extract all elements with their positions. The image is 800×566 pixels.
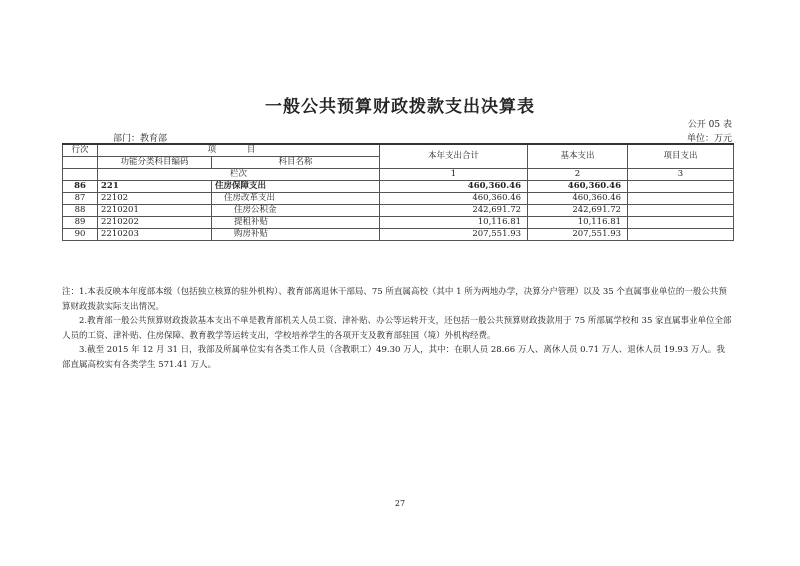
- table-row: [63, 193, 734, 205]
- total-expenditure: 10,116.81: [380, 217, 528, 229]
- basic-expenditure: 242,691.72: [528, 205, 628, 217]
- project-expenditure: [628, 205, 734, 217]
- function-code: 2210203: [98, 229, 212, 241]
- function-code: 221: [98, 181, 212, 193]
- project-expenditure: [628, 181, 734, 193]
- page-number: 27: [394, 499, 406, 508]
- total-expenditure: 460,360.46: [380, 193, 528, 205]
- project-expenditure: [628, 229, 734, 241]
- total-expenditure: 242,691.72: [380, 205, 528, 217]
- header-col-3: 3: [628, 169, 734, 181]
- header-item: 项 目: [98, 144, 380, 157]
- table-row: [63, 229, 734, 241]
- header-row-no: 行次: [63, 144, 98, 157]
- subject-name: 住房改革支出: [212, 193, 380, 205]
- subject-name: 提租补贴: [212, 217, 380, 229]
- notes-section: [62, 285, 733, 372]
- header-column-no: 栏次: [98, 169, 380, 181]
- header-total: 本年支出合计: [380, 144, 528, 169]
- header-col-1: 1: [380, 169, 528, 181]
- header-blank: [63, 169, 98, 181]
- total-expenditure: 207,551.93: [380, 229, 528, 241]
- row-number: 89: [63, 217, 98, 229]
- subject-name: 住房公积金: [212, 205, 380, 217]
- project-expenditure: [628, 193, 734, 205]
- note-2: 2.教育部一般公共预算财政拨款基本支出不单是教育部机关人员工资、津补贴、办公等运转开支，还包括一般公共预算财政拨款用于 75 所部属学校和 35 家直属事业单位全部人员的工资、津补贴、住房保障、教育教学等运转支出，学校培养学生的各项开支及教育部驻国（境）外机构经费。: [62, 316, 732, 341]
- table-row: [63, 181, 734, 193]
- total-expenditure: 460,360.46: [380, 181, 528, 193]
- row-number: 88: [63, 205, 98, 217]
- header-basic: 基本支出: [528, 144, 628, 169]
- department-label: 部门：教育部: [113, 134, 168, 144]
- function-code: 2210201: [98, 205, 212, 217]
- row-number: 86: [63, 181, 98, 193]
- row-number: 87: [63, 193, 98, 205]
- page-title: 一般公共预算财政拨款支出决算表: [265, 97, 535, 117]
- row-number: 90: [63, 229, 98, 241]
- project-expenditure: [628, 217, 734, 229]
- header-code: 功能分类科目编码: [98, 157, 212, 169]
- note-1: 注：1.本表反映本年度部本级（包括独立核算的驻外机构）、教育部离退休干部局、75 所直属高校（其中 1 所为两地办学，决算分户管理）以及 35 个直属事业单位的一般公共预算财政拨款实际支出情况。: [62, 287, 727, 312]
- unit-label: 单位：万元: [686, 134, 732, 144]
- basic-expenditure: 460,360.46: [528, 193, 628, 205]
- table-row: [63, 205, 734, 217]
- subject-name: 购房补贴: [212, 229, 380, 241]
- function-code: 22102: [98, 193, 212, 205]
- header-row-no-cont: [63, 157, 98, 169]
- function-code: 2210202: [98, 217, 212, 229]
- header-name: 科目名称: [212, 157, 380, 169]
- basic-expenditure: 207,551.93: [528, 229, 628, 241]
- basic-expenditure: 460,360.46: [528, 181, 628, 193]
- table-row: [63, 217, 734, 229]
- basic-expenditure: 10,116.81: [528, 217, 628, 229]
- subject-name: 住房保障支出: [212, 181, 380, 193]
- form-number: 公开 05 表: [687, 120, 732, 130]
- expenditure-table: [62, 143, 734, 241]
- header-col-2: 2: [528, 169, 628, 181]
- note-3: 3.截至 2015 年 12 月 31 日，我部及所属单位实有各类工作人员（含教职工）49.30 万人，其中：在职人员 28.66 万人、离休人员 0.71 万人、退休人员 19.93 万人。我部直属高校实有各类学生 571.41 万人。: [62, 345, 725, 370]
- header-project: 项目支出: [628, 144, 734, 169]
